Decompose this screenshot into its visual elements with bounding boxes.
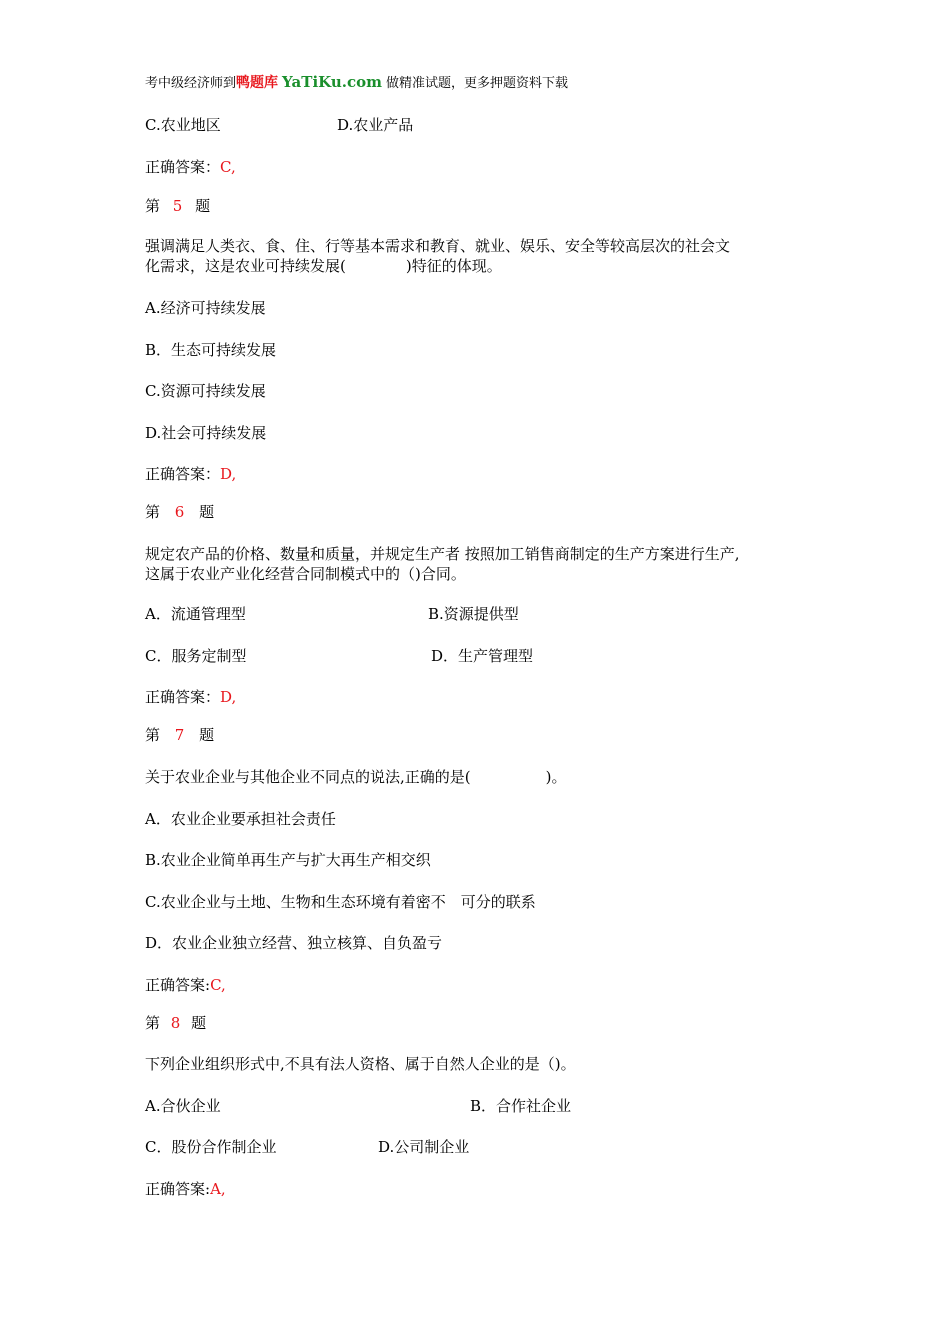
- q5-stem-line1: 强调满足人类衣、食、住、行等基本需求和教育、就业、娱乐、安全等较高层次的社会文: [145, 237, 731, 255]
- q5-option-b: B．生态可持续发展: [145, 341, 277, 359]
- answer-value: C,: [210, 976, 226, 994]
- answer-label: 正确答案：: [145, 688, 221, 706]
- question-number-suffix: 题: [199, 726, 215, 744]
- q4-option-d: D.农业产品: [337, 116, 414, 134]
- q6-options-ab: [145, 605, 519, 623]
- question-number: 6: [174, 503, 185, 521]
- q8-number: [145, 1014, 206, 1032]
- answer-value: D,: [220, 688, 237, 706]
- q7-number: [145, 726, 214, 744]
- q8-option-b: B．合作社企业: [470, 1097, 572, 1115]
- q6-answer: [145, 688, 236, 706]
- question-number: 8: [170, 1014, 181, 1032]
- q8-stem: 下列企业组织形式中,不具有法人资格、属于自然人企业的是（)。: [145, 1055, 576, 1073]
- answer-value: C,: [220, 158, 236, 176]
- q6-number: [145, 503, 214, 521]
- q8-option-c: C．股份合作制企业: [145, 1138, 277, 1156]
- q7-stem: 关于农业企业与其他企业不同点的说法,正确的是( )。: [145, 768, 567, 786]
- q8-options-cd: [145, 1138, 470, 1156]
- q6-option-b: B.资源提供型: [428, 605, 519, 623]
- q6-stem-line1: 规定农产品的价格、数量和质量，并规定生产者 按照加工销售商制定的生产方案进行生产,: [145, 545, 740, 563]
- q5-option-c: C.资源可持续发展: [145, 382, 266, 400]
- answer-label: 正确答案:: [145, 1180, 211, 1198]
- brand-name-en[interactable]: YaTiKu.com: [282, 73, 382, 91]
- q7-answer: [145, 976, 226, 994]
- answer-label: 正确答案：: [145, 465, 221, 483]
- brand-name-cn[interactable]: 鸭题库: [236, 75, 279, 91]
- q6-option-c: C．服务定制型: [145, 647, 247, 665]
- q5-answer: [145, 465, 236, 483]
- answer-value: D,: [220, 465, 237, 483]
- q4-answer: [145, 158, 236, 176]
- q5-number: [145, 197, 210, 215]
- question-number: 5: [172, 197, 183, 215]
- q8-options-ab: [145, 1097, 572, 1115]
- q6-options-cd: [145, 647, 534, 665]
- q4-option-c: C.农业地区: [145, 116, 221, 134]
- q5-option-d: D.社会可持续发展: [145, 424, 267, 442]
- q7-option-d: D．农业企业独立经营、独立核算、自负盈亏: [145, 934, 443, 952]
- question-number-suffix: 题: [191, 1014, 207, 1032]
- header-suffix: 做精准试题，更多押题资料下载: [385, 76, 568, 91]
- q8-option-d: D.公司制企业: [378, 1138, 470, 1156]
- q8-answer: [145, 1180, 226, 1198]
- q6-stem-line2: 这属于农业产业化经营合同制模式中的（)合同。: [145, 565, 466, 583]
- question-number-prefix: 第: [145, 726, 161, 744]
- question-number: 7: [174, 726, 185, 744]
- q6-option-d: D．生产管理型: [431, 647, 534, 665]
- answer-value: A,: [210, 1180, 226, 1198]
- q5-option-a: A.经济可持续发展: [145, 299, 266, 317]
- q8-option-a: A.合伙企业: [145, 1097, 221, 1115]
- q7-option-c: C.农业企业与土地、生物和生态环境有着密不 可分的联系: [145, 893, 536, 911]
- answer-label: 正确答案:: [145, 976, 211, 994]
- header-prefix: 考中级经济师到: [145, 76, 237, 91]
- q5-stem-line2: 化需求，这是农业可持续发展( )特征的体现。: [145, 257, 502, 275]
- question-number-suffix: 题: [199, 503, 215, 521]
- question-number-suffix: 题: [195, 197, 211, 215]
- question-number-prefix: 第: [145, 1014, 161, 1032]
- answer-label: 正确答案：: [145, 158, 221, 176]
- header-banner: [145, 72, 568, 92]
- q4-options-cd: [145, 116, 414, 134]
- q6-option-a: A．流通管理型: [145, 605, 246, 623]
- question-number-prefix: 第: [145, 503, 161, 521]
- question-number-prefix: 第: [145, 197, 161, 215]
- q7-option-b: B.农业企业简单再生产与扩大再生产相交织: [145, 851, 431, 869]
- q7-option-a: A．农业企业要承担社会责任: [145, 810, 336, 828]
